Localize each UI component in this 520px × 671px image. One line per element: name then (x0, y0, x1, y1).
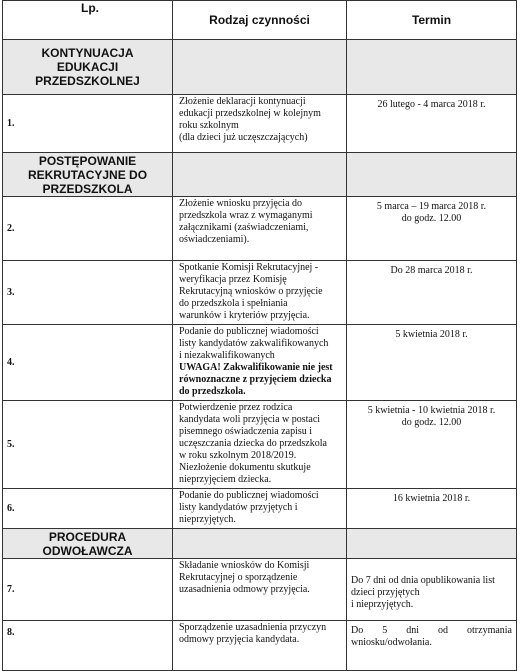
section-row-recruitment (3, 153, 517, 197)
row-number: 2. (3, 197, 173, 261)
row-number: 7. (3, 559, 173, 621)
table-row (3, 559, 517, 621)
section-row-continuation (3, 40, 517, 95)
header-lp: Lp. (3, 1, 173, 40)
activity-cell: Składanie wniosków do Komisji Rekrutacyjnej o sporządzenie uzasadnienia odmowy przyjęcia. (173, 559, 347, 621)
table-row (3, 621, 517, 671)
row-number: 3. (3, 261, 173, 325)
row-number: 1. (3, 95, 173, 153)
row-number: 6. (3, 489, 173, 529)
activity-cell: Potwierdzenie przez rodzica kandydata woli przyjęcia w postaci pisemnego oświadczenia zapisu i uczęszczania dziecka do przedszkola w roku szkolnym 2018/2019. Niezłożenie dokumentu skutkuje nieprzyjęciem dziecka. (173, 401, 347, 489)
deadline-cell: 5 kwietnia - 10 kwietnia 2018 r. do godz. 12.00 (347, 401, 517, 489)
header-activity: Rodzaj czynności (173, 1, 347, 40)
row-number: 4. (3, 325, 173, 401)
activity-cell: Podanie do publicznej wiadomości listy kandydatów przyjętych i nieprzyjętych. (173, 489, 347, 529)
table-row (3, 197, 517, 261)
deadline-cell: Do 5 dni od otrzymania wniosku/odwołania. (347, 621, 517, 671)
table-row (3, 325, 517, 401)
row-number: 5. (3, 401, 173, 489)
deadline-cell: 16 kwietnia 2018 r. (347, 489, 517, 529)
section-title: PROCEDURA ODWOŁAWCZA (3, 529, 173, 559)
row-number: 8. (3, 621, 173, 671)
section-title: POSTĘPOWANIE REKRUTACYJNE DO PRZEDSZKOLA (3, 153, 173, 197)
table-row (3, 489, 517, 529)
header-deadline: Termin (347, 1, 517, 40)
deadline-cell: Do 7 dni od dnia opublikowania list dzieci przyjętych i nieprzyjętych. (347, 559, 517, 621)
deadline-cell: 26 lutego - 4 marca 2018 r. (347, 95, 517, 153)
recruitment-schedule-table (2, 0, 517, 671)
activity-cell: Podanie do publicznej wiadomości listy kandydatów zakwalifikowanych i niezakwalifikowanych UWAGA! Zakwalifikowanie nie jest równoznaczne z przyjęciem dziecka do przedszkola. (173, 325, 347, 401)
activity-cell: Złożenie deklaracji kontynuacji edukacji przedszkolnej w kolejnym roku szkolnym (dla dzieci już uczęszczających) (173, 95, 347, 153)
deadline-cell: 5 marca – 19 marca 2018 r. do godz. 12.00 (347, 197, 517, 261)
table-row (3, 95, 517, 153)
deadline-cell: Do 28 marca 2018 r. (347, 261, 517, 325)
table-row (3, 401, 517, 489)
table-row (3, 261, 517, 325)
activity-cell: Sporządzenie uzasadnienia przyczyn odmowy przyjęcia kandydata. (173, 621, 347, 671)
activity-cell: Złożenie wniosku przyjęcia do przedszkola wraz z wymaganymi załącznikami (zaświadczeniami, oświadczeniami). (173, 197, 347, 261)
section-row-appeal (3, 529, 517, 559)
warning-text: UWAGA! Zakwalifikowanie nie jest (179, 362, 333, 373)
table-header-row (3, 1, 517, 40)
deadline-cell: 5 kwietnia 2018 r. (347, 325, 517, 401)
activity-cell: Spotkanie Komisji Rekrutacyjnej - weryfikacja przez Komisję Rekrutacyjną wniosków o przyjęcie do przedszkola i spełniania warunków i kryteriów przyjęcia. (173, 261, 347, 325)
section-title: KONTYNUACJA EDUKACJI PRZEDSZKOLNEJ (3, 40, 173, 95)
